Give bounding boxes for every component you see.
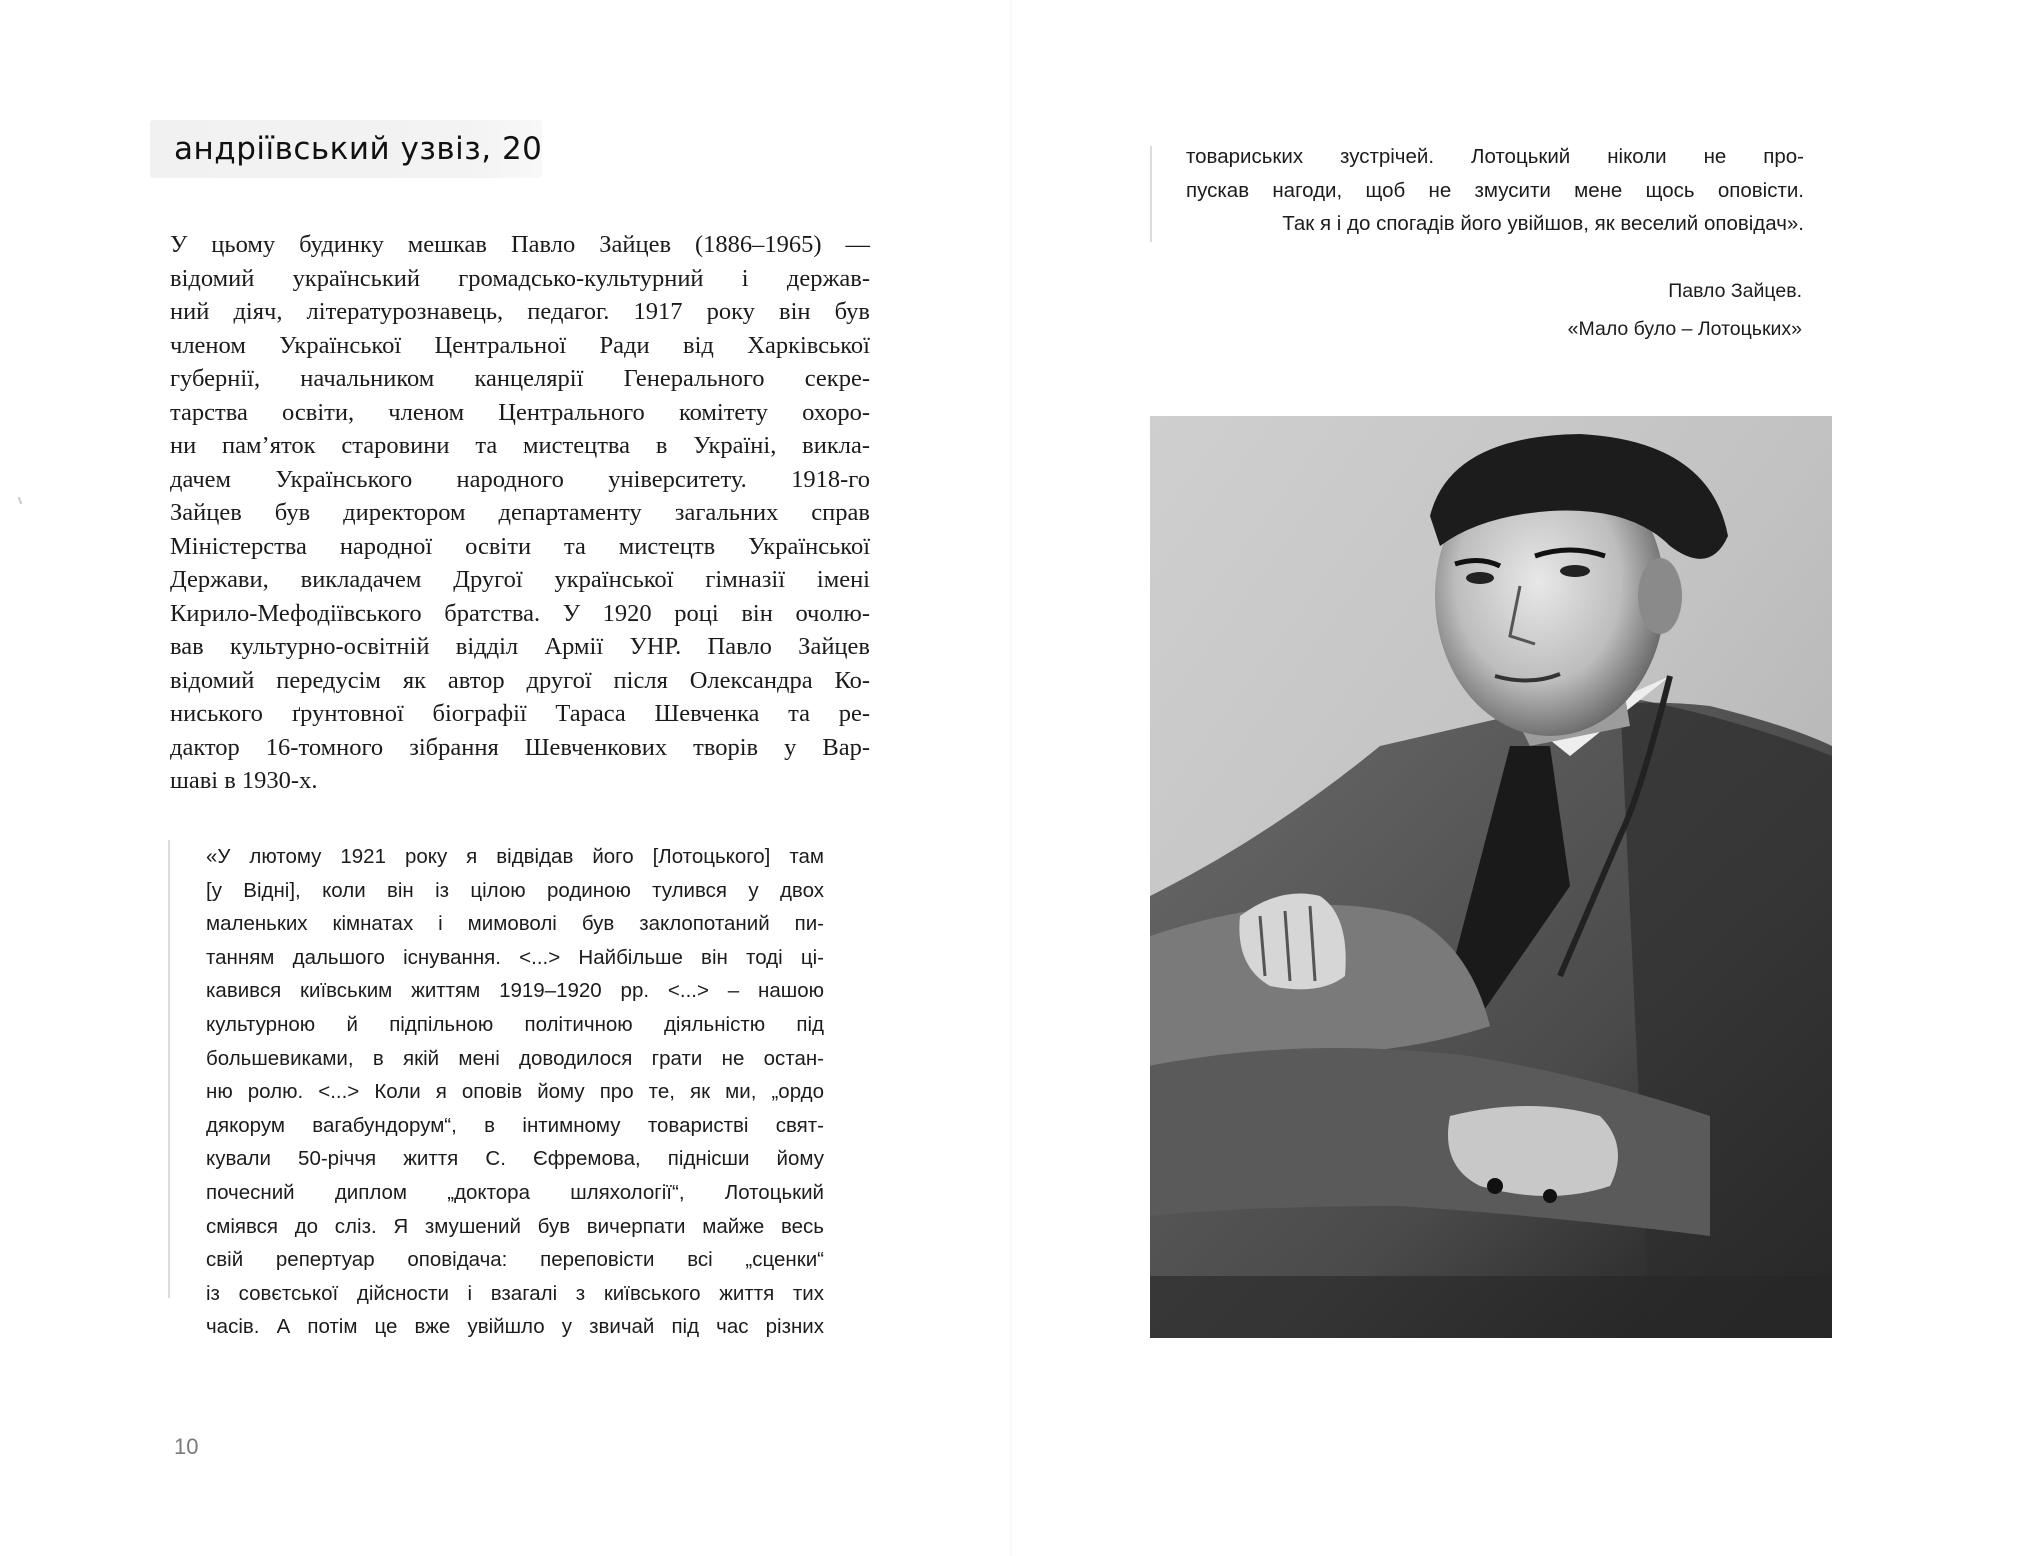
- quote-line: свій репертуар оповідача: переповісти всі „сценки“: [206, 1248, 824, 1272]
- quote-line: кували 50-річчя життя С. Єфремова, піднісши йому: [206, 1147, 824, 1171]
- quote-line: большевиками, в якій мені доводилося грати не остан-: [206, 1046, 824, 1070]
- body-line: шаві в 1930-х.: [170, 767, 318, 794]
- book-gutter: [1010, 0, 1012, 1556]
- quote-line: танням дальшого існування. <...> Найбільше він тоді ці-: [206, 945, 824, 969]
- attribution-source: «Мало було – Лотоцьких»: [1567, 318, 1802, 340]
- body-line: Міністерства народної освіти та мистецтв Української: [170, 532, 870, 560]
- scan-speck: [18, 497, 22, 504]
- quote-bar: [1150, 146, 1152, 242]
- quote-line: товариських зустрічей. Лотоцький ніколи не про-: [1186, 145, 1804, 168]
- quote-line: пускав нагоди, щоб не змусити мене щось оповісти.: [1186, 178, 1804, 202]
- body-line: відомий український громадсько-культурний і держав-: [170, 264, 870, 292]
- quote-line: маленьких кімнатах і мимоволі був заклопотаний пи-: [206, 912, 824, 936]
- quote-line: [у Відні], коли він із цілою родиною тулився у двох: [206, 878, 824, 902]
- body-line: губернії, начальником канцелярії Генерального секре-: [170, 365, 870, 392]
- body-line: ниського ґрунтовної біографії Тараса Шевченка та ре-: [170, 700, 870, 727]
- portrait-photo: [1150, 416, 1832, 1338]
- quote-line: із совєтської дійсности і взагалі з київського життя тих: [206, 1281, 824, 1305]
- quote-line: сміявся до сліз. Я змушений був вичерпати майже весь: [206, 1214, 824, 1238]
- body-line: Зайцев був директором департаменту загальних справ: [170, 499, 870, 526]
- body-line: тарства освіти, членом Центрального комітету охоро-: [170, 398, 870, 426]
- body-line: У цьому будинку мешкав Павло Зайцев (1886–1965) —: [170, 231, 870, 258]
- body-line: ний діяч, літературознавець, педагог. 1917 року він був: [170, 298, 870, 325]
- quote-line: почесний диплом „доктора шляхології“, Лотоцький: [206, 1180, 824, 1204]
- attribution-author: Павло Зайцев.: [1668, 280, 1802, 302]
- quote-attribution: [1568, 272, 1802, 348]
- body-line: відомий передусім як автор другої після Олександра Ко-: [170, 666, 870, 694]
- body-line: ни пам’яток старовини та мистецтва в Україні, викла-: [170, 432, 870, 459]
- page-number: 10: [174, 1434, 199, 1459]
- body-line: вав культурно-освітній відділ Армії УНР. Павло Зайцев: [170, 633, 870, 660]
- body-paragraph: [170, 228, 870, 798]
- quote-line: ню ролю. <...> Коли я оповів йому про те, як ми, „ордо: [206, 1080, 824, 1104]
- body-line: членом Української Центральної Ради від Харківської: [170, 331, 870, 359]
- quote-line: часів. А потім це вже увійшло у звичай під час різних: [206, 1315, 824, 1339]
- body-line: дачем Українського народного університету. 1918-го: [170, 465, 870, 493]
- quote-bar: [168, 840, 170, 1298]
- quote-line: «У лютому 1921 року я відвідав його [Лотоцького] там: [206, 845, 824, 868]
- quote-line: Так я і до спогадів його увійшов, як веселий оповідач».: [1282, 212, 1804, 236]
- section-heading-highlight: [150, 120, 542, 178]
- quote-line: дякорум вагабундорум“, в інтимному товаристві свят-: [206, 1113, 824, 1137]
- body-line: Кирило-Мефодіївського братства. У 1920 році він очолю-: [170, 599, 870, 627]
- section-heading: андріївський узвіз, 20: [174, 131, 543, 167]
- body-line: дактор 16-томного зібрання Шевченкових творів у Вар-: [170, 733, 870, 761]
- quote-line: кавився київським життям 1919–1920 рр. <...> – нашою: [206, 979, 824, 1003]
- body-line: Держави, викладачем Другої української гімназії імені: [170, 566, 870, 593]
- portrait-illustration: [1150, 416, 1832, 1338]
- quote-line: культурною й підпільною політичною діяльністю під: [206, 1012, 824, 1036]
